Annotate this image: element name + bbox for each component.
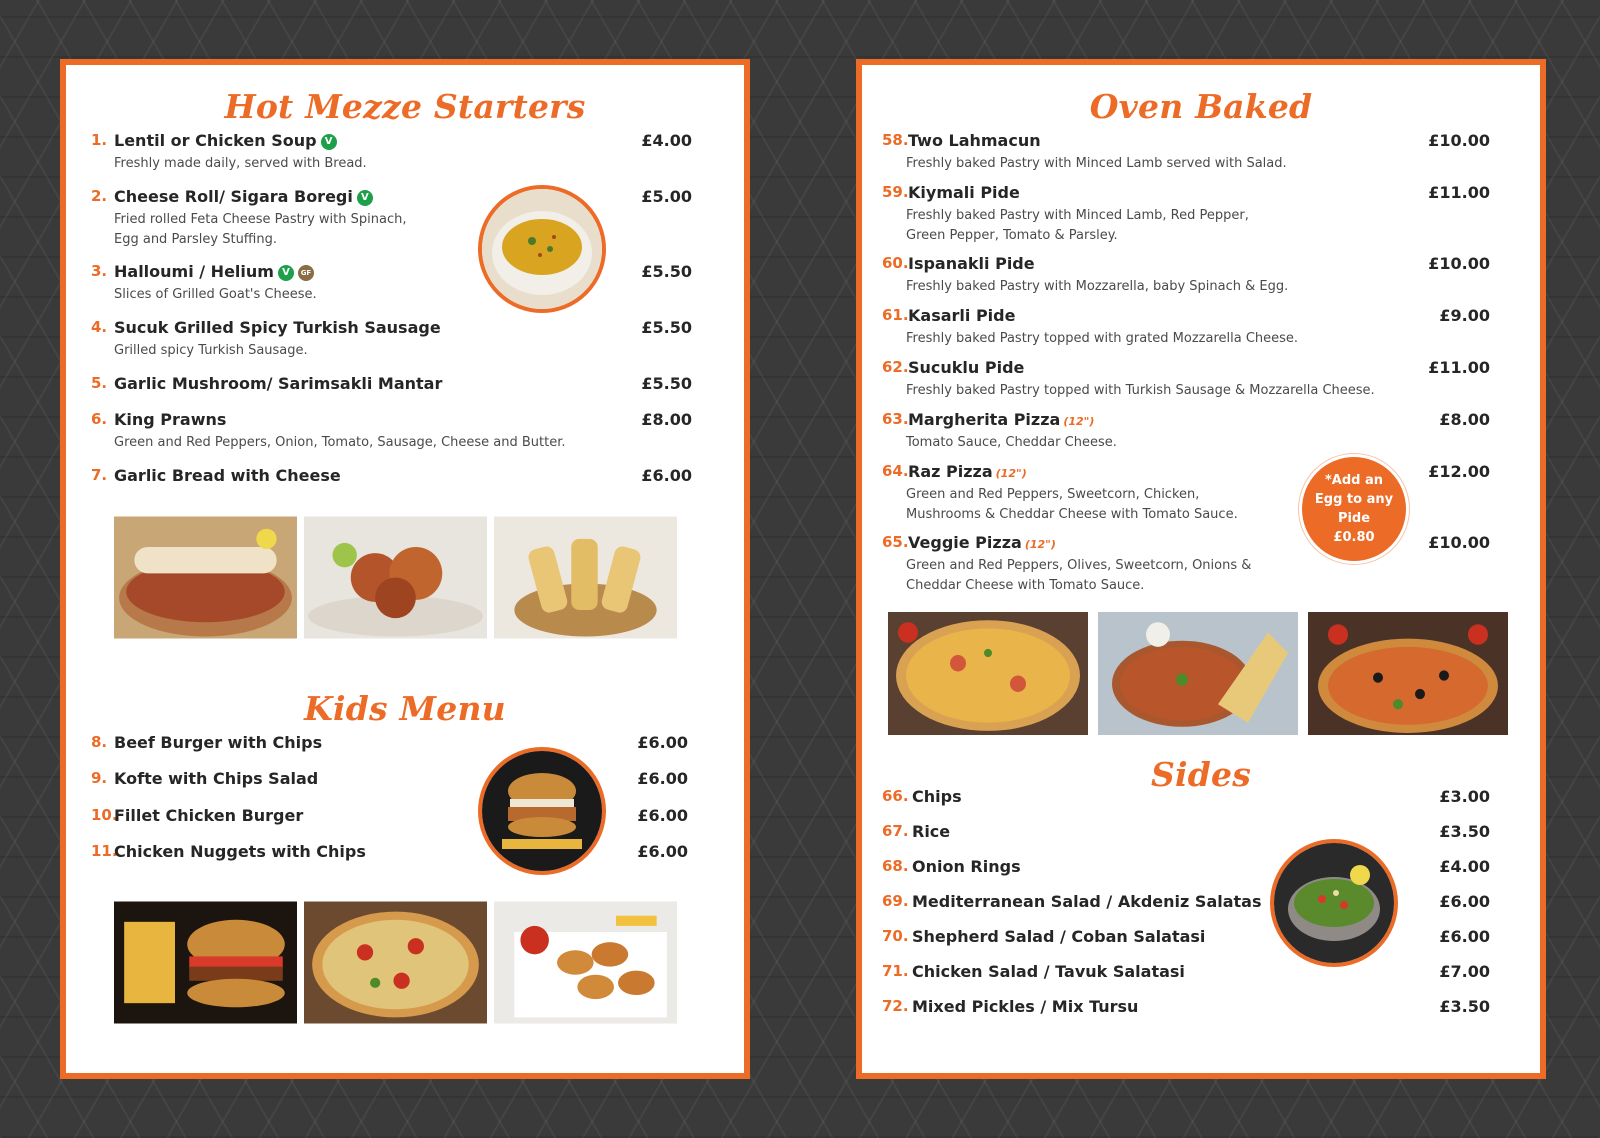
vegetarian-badge-icon: V [357, 190, 373, 206]
item-number: 68. [882, 857, 909, 875]
item-name-text: Kasarli Pide [908, 306, 1016, 325]
item-name-text: Garlic Bread with Cheese [114, 466, 341, 485]
item-name-text: Kiymali Pide [908, 183, 1020, 202]
item-number: 7. [91, 466, 108, 484]
menu-item [66, 262, 744, 322]
item-name [912, 857, 1021, 876]
menu-item [66, 410, 744, 470]
chicken-burger-photo [478, 747, 606, 875]
item-number: 66. [882, 787, 909, 805]
chicken-nuggets-photo [494, 901, 677, 1024]
kids-pizza-photo [304, 901, 487, 1024]
item-name [912, 997, 1138, 1016]
olive-pizza-photo [1308, 612, 1508, 735]
item-description: Tomato Sauce, Cheddar Cheese. [906, 435, 1117, 450]
item-number: 64. [882, 462, 909, 480]
item-name [114, 187, 373, 206]
lahmacun-photo [114, 516, 297, 639]
item-name [908, 254, 1035, 273]
item-description: Freshly baked Pastry topped with grated Mozzarella Cheese. [906, 331, 1299, 346]
menu-item [66, 131, 744, 191]
item-description: Green and Red Peppers, Olives, Sweetcorn, Onions & Cheddar Cheese with Tomato Sauce. [906, 558, 1252, 593]
item-name-text: Mixed Pickles / Mix Tursu [912, 997, 1139, 1016]
kids-menu-title: Kids Menu [304, 689, 506, 728]
item-name-text: Margherita Pizza [908, 410, 1061, 429]
item-name [912, 787, 962, 806]
menu-item [862, 462, 1540, 522]
item-price: £10.00 [1428, 254, 1490, 273]
item-name [908, 358, 1024, 377]
item-name [114, 318, 441, 337]
item-number: 60. [882, 254, 909, 272]
item-number: 65. [882, 533, 909, 551]
item-name-text: Two Lahmacun [908, 131, 1041, 150]
item-name-text: Halloumi / Helium [114, 262, 274, 281]
egg-badge-line3: Pide [1337, 511, 1371, 526]
item-name [114, 842, 366, 861]
item-number: 58. [882, 131, 909, 149]
menu-item [862, 306, 1540, 366]
gluten-free-badge-icon: GF [298, 265, 314, 281]
item-description: Slices of Grilled Goat's Cheese. [114, 287, 317, 302]
item-price: £3.50 [1439, 997, 1490, 1016]
item-price: £3.50 [1439, 822, 1490, 841]
item-number: 67. [882, 822, 909, 840]
item-name-text: Rice [912, 822, 951, 841]
item-number: 3. [91, 262, 108, 280]
item-price: £10.00 [1428, 131, 1490, 150]
item-price: £6.00 [637, 806, 688, 825]
menu-item [862, 254, 1540, 314]
item-number: 2. [91, 187, 108, 205]
pide-lahmacun-photo [1098, 612, 1298, 735]
item-price: £12.00 [1428, 462, 1490, 481]
item-price: £6.00 [637, 842, 688, 861]
burger-chips-photo [114, 901, 297, 1024]
item-price: £5.00 [641, 187, 692, 206]
item-name-text: Lentil or Chicken Soup [114, 131, 317, 150]
item-number: 4. [91, 318, 108, 336]
item-name [908, 462, 1027, 481]
oven-baked-title: Oven Baked [1089, 87, 1313, 126]
left-menu-page [60, 59, 750, 1079]
item-name-text: Raz Pizza [908, 462, 993, 481]
item-name-text: Cheese Roll/ Sigara Boregi [114, 187, 353, 206]
margherita-pizza-photo [888, 612, 1088, 735]
item-price: £3.00 [1439, 787, 1490, 806]
grilled-chicken-photo [304, 516, 487, 639]
item-name [114, 374, 442, 393]
item-price: £5.50 [641, 262, 692, 281]
item-price: £6.00 [641, 466, 692, 485]
item-name [114, 806, 303, 825]
item-name-text: Garlic Mushroom/ Sarimsakli Mantar [114, 374, 443, 393]
item-name-text: King Prawns [114, 410, 227, 429]
item-name [114, 466, 341, 485]
vegetarian-badge-icon: V [321, 134, 337, 150]
item-name [114, 262, 314, 281]
item-price: £11.00 [1428, 358, 1490, 377]
item-name-text: Chicken Salad / Tavuk Salatasi [912, 962, 1185, 981]
item-name [114, 131, 337, 150]
item-price: £8.00 [641, 410, 692, 429]
item-name-text: Beef Burger with Chips [114, 733, 323, 752]
item-description: Green and Red Peppers, Onion, Tomato, Sausage, Cheese and Butter. [114, 435, 566, 450]
item-description: Freshly baked Pastry topped with Turkish Sausage & Mozzarella Cheese. [906, 383, 1375, 398]
item-number: 59. [882, 183, 909, 201]
item-description: Green and Red Peppers, Sweetcorn, Chicken, Mushrooms & Cheddar Cheese with Tomato Sauce. [906, 487, 1238, 522]
item-number: 8. [91, 733, 108, 751]
item-price: £6.00 [637, 733, 688, 752]
menu-item [862, 997, 1540, 1057]
item-name [908, 533, 1056, 552]
menu-item [66, 318, 744, 378]
menu-item [862, 533, 1540, 593]
item-name [114, 769, 318, 788]
egg-badge-price: £0.80 [1333, 530, 1375, 545]
item-name [114, 733, 322, 752]
add-egg-badge [1302, 457, 1406, 561]
vegetarian-badge-icon: V [278, 265, 294, 281]
item-name [908, 306, 1015, 325]
lentil-soup-photo [478, 185, 606, 313]
item-number: 6. [91, 410, 108, 428]
item-price: £6.00 [1439, 927, 1490, 946]
item-price: £6.00 [1439, 892, 1490, 911]
item-price: £5.50 [641, 318, 692, 337]
menu-item [66, 842, 744, 902]
item-price: £5.50 [641, 374, 692, 393]
item-description: Freshly baked Pastry with Mozzarella, baby Spinach & Egg. [906, 279, 1289, 294]
starters-title: Hot Mezze Starters [224, 87, 586, 126]
item-name-text: Sucuklu Pide [908, 358, 1025, 377]
menu-item [862, 183, 1540, 243]
item-name-text: Mediterranean Salad / Akdeniz Salatas [912, 892, 1262, 911]
item-number: 63. [882, 410, 909, 428]
item-description: Grilled spicy Turkish Sausage. [114, 343, 308, 358]
item-name-text: Chicken Nuggets with Chips [114, 842, 366, 861]
item-name-text: Fillet Chicken Burger [114, 806, 304, 825]
garlic-bread-photo [494, 516, 677, 639]
egg-badge-line1: *Add an [1324, 473, 1384, 488]
size-note: (12") [1024, 538, 1056, 551]
item-number: 70. [882, 927, 909, 945]
menu-item [66, 187, 744, 247]
menu-item [862, 410, 1540, 470]
item-number: 71. [882, 962, 909, 980]
item-price: £4.00 [1439, 857, 1490, 876]
item-name-text: Sucuk Grilled Spicy Turkish Sausage [114, 318, 441, 337]
menu-item [862, 358, 1540, 418]
item-name [114, 410, 226, 429]
size-note: (12") [1063, 415, 1095, 428]
item-name [908, 183, 1020, 202]
item-number: 5. [91, 374, 108, 392]
item-price: £4.00 [641, 131, 692, 150]
menu-item [862, 131, 1540, 191]
item-name [912, 927, 1205, 946]
right-menu-page [856, 59, 1546, 1079]
item-name-text: Chips [912, 787, 962, 806]
item-description: Fried rolled Feta Cheese Pastry with Spinach, Egg and Parsley Stuffing. [114, 212, 407, 247]
item-name-text: Kofte with Chips Salad [114, 769, 319, 788]
item-name-text: Veggie Pizza [908, 533, 1022, 552]
item-number: 69. [882, 892, 909, 910]
item-number: 61. [882, 306, 909, 324]
item-name [912, 962, 1185, 981]
item-price: £10.00 [1428, 533, 1490, 552]
egg-badge-line2: Egg to any [1314, 492, 1394, 507]
sides-title: Sides [1150, 755, 1252, 794]
item-price: £11.00 [1428, 183, 1490, 202]
item-name [908, 410, 1094, 429]
item-number: 62. [882, 358, 909, 376]
item-price: £6.00 [637, 769, 688, 788]
item-price: £7.00 [1439, 962, 1490, 981]
item-number: 1. [91, 131, 108, 149]
tabbouleh-salad-photo [1270, 839, 1398, 967]
item-price: £8.00 [1439, 410, 1490, 429]
item-description: Freshly baked Pastry with Minced Lamb served with Salad. [906, 156, 1287, 171]
item-number: 11. [91, 842, 118, 860]
item-name-text: Onion Rings [912, 857, 1021, 876]
item-price: £9.00 [1439, 306, 1490, 325]
item-name-text: Ispanakli Pide [908, 254, 1035, 273]
item-description: Freshly made daily, served with Bread. [114, 156, 367, 171]
item-description: Freshly baked Pastry with Minced Lamb, Red Pepper, Green Pepper, Tomato & Parsley. [906, 208, 1249, 243]
item-name [912, 822, 950, 841]
item-number: 9. [91, 769, 108, 787]
item-name [912, 892, 1261, 911]
item-number: 72. [882, 997, 909, 1015]
item-name [908, 131, 1041, 150]
size-note: (12") [995, 467, 1027, 480]
item-number: 10. [91, 806, 118, 824]
item-name-text: Shepherd Salad / Coban Salatasi [912, 927, 1206, 946]
